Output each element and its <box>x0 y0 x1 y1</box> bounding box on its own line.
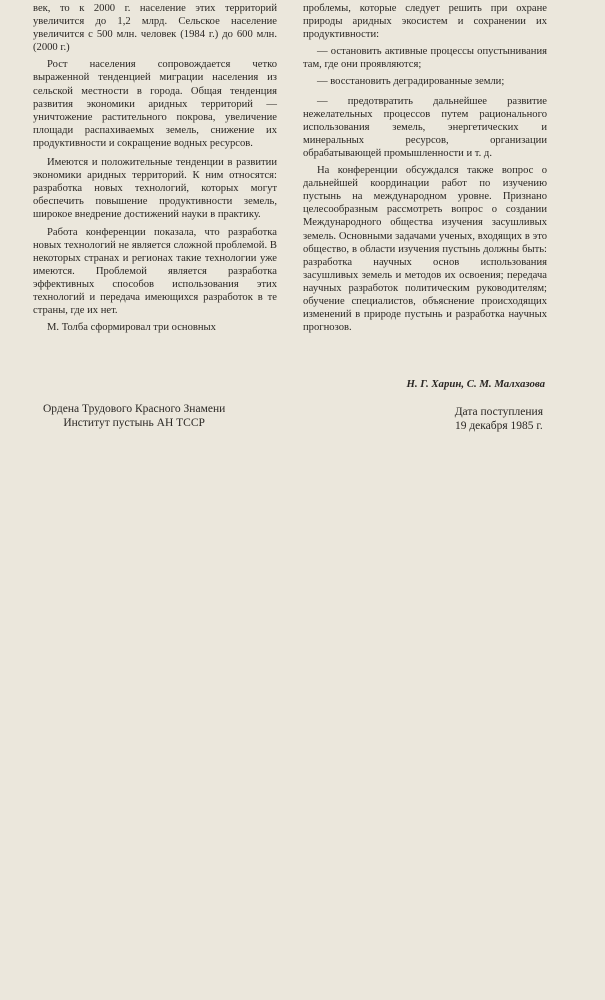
paragraph: проблемы, которые следует решить при охране природы аридных экосистем и сохранении их продуктивности: <box>303 3 547 41</box>
authors-signature: Н. Г. Харин, С. М. Малхазова <box>406 378 545 390</box>
list-item: — предотвратить дальнейшее развитие нежелательных процессов путем рационального использования земель, энергетических и минеральных ресурсов, организации обрабатывающей промышленности и т. д. <box>303 95 547 159</box>
paragraph: Работа конференции показала, что разработка новых технологий не является сложной проблемой. В некоторых странах и регионах такие технологии уже имеются. Проблемой является разработка эффективных способов использования этих технологий и передача имеющихся разработок в те страны, где их нет. <box>33 226 277 317</box>
received-label: Дата поступления <box>454 406 543 418</box>
list-item: — восстановить деградированные земли; <box>317 76 505 88</box>
list-item: — остановить активные процессы опустынивания там, где они проявляются; <box>303 46 547 71</box>
right-column <box>303 2 547 338</box>
paragraph: век, то к 2000 г. население этих территорий увеличится до 1,2 млрд. Сельское население увеличится с 500 млн. человек (1984 г.) до 600 млн. (2000 г.) <box>33 3 277 54</box>
affiliation-line: Институт пустынь АН ТССР <box>63 416 205 429</box>
paragraph: На конференции обсуждался также вопрос о дальнейшей координации работ по изучению пустынь на международном уровне. Признано целесообразным рассмотреть вопрос о создании Международного общества изучения засушливых земель. Основными задачами ученых, входящих в это общество, в области изучения пустынь должны быть: разработка научных основ использования засушливых земель и методов их освоения; передача научных разработок политическим руководителям; обучение специалистов, объяснение происходящих изменений в природе пустынь и разработка научных прогнозов. <box>303 165 547 334</box>
paragraph: Рост населения сопровождается четко выраженной тенденцией миграции населения из сельской местности в города. Общая тенденция развития экономики аридных территорий — уничтожение растительного покрова, увеличение площади распахиваемых земель, снижение их продуктивности и сокращение водных ресурсов. <box>33 59 277 149</box>
paragraph: Имеются и положительные тенденции в развитии экономики аридных территорий. К ним относятся: разработка новых технологий, которых могут обеспечить повышение продуктивности земель, широкое внедрение достижений науки в практику. <box>33 157 277 221</box>
affiliation-line: Ордена Трудового Красного Знамени <box>43 403 226 415</box>
left-column <box>33 2 277 338</box>
received-value: 19 декабря 1985 г. <box>454 419 543 432</box>
paragraph: М. Толба сформировал три основных <box>47 322 216 334</box>
affiliation <box>43 403 225 430</box>
received-date <box>455 406 543 433</box>
